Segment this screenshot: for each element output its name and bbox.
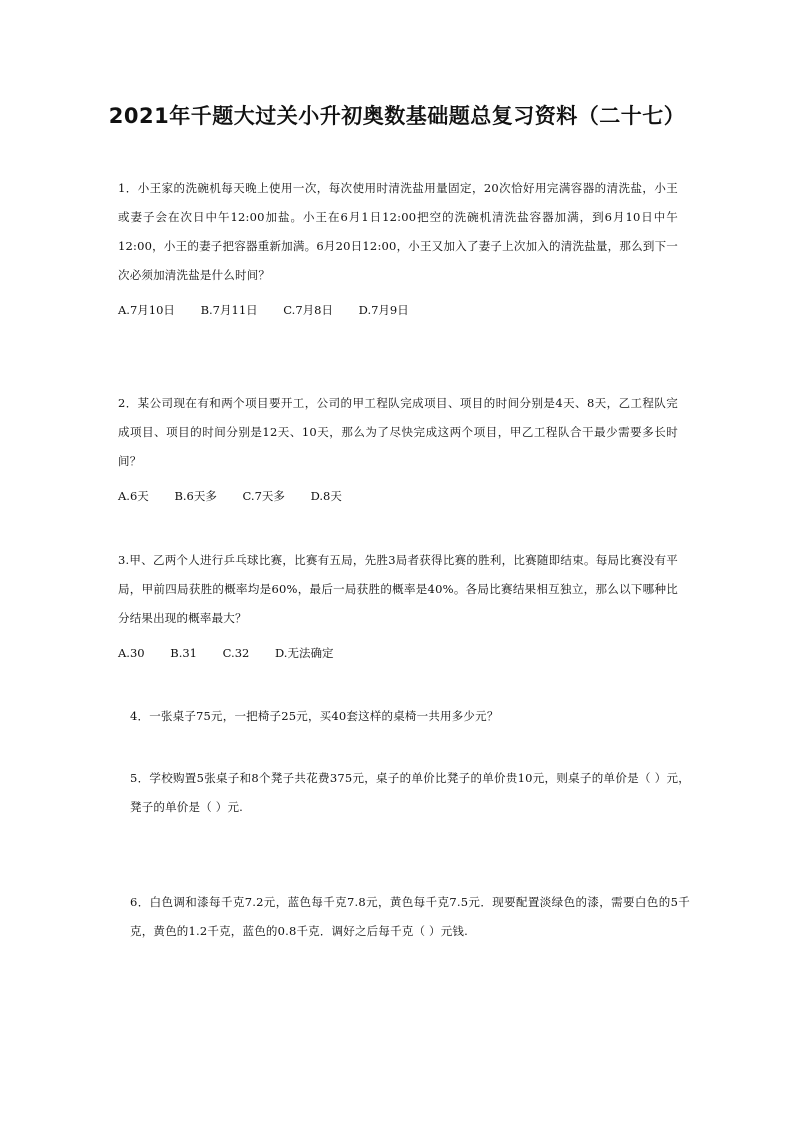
question-1-option-d: D.7月9日 [358,303,409,317]
question-2-options [118,486,364,506]
question-6 [118,888,690,946]
question-1-option-c: C.7月8日 [283,303,333,317]
question-2-option-c: C.7天多 [242,489,285,503]
question-3 [118,546,678,633]
question-3-option-b: B.31 [170,646,197,660]
question-2-option-a: A.6天 [118,489,149,503]
question-2-option-b: B.6天多 [174,489,217,503]
question-1-option-b: B.7月11日 [200,303,258,317]
question-3-options [118,643,355,663]
question-3-option-d: D.无法确定 [275,646,334,660]
question-2-option-d: D.8天 [310,489,342,503]
question-1-text: 1．小王家的洗碗机每天晚上使用一次，每次使用时清洗盐用量固定，20次恰好用完满容器的清洗盐，小王或妻子会在次日中午12:00加盐。小王在6月1日12:00把空的洗碗机清洗盐容器加满，到6月10日中午12:00，小王的妻子把容器重新加满。6月20日12:00，小王又加入了妻子上次加入的清洗盐量，那么到下一次必须加清洗盐是什么时间？ [118,181,678,282]
question-3-option-c: C.32 [222,646,250,660]
question-3-text: 3.甲、乙两个人进行乒乓球比赛，比赛有五局，先胜3局者获得比赛的胜利，比赛随即结束。每局比赛没有平局，甲前四局获胜的概率均是60%，最后一局获胜的概率是40%。各局比赛结果相互独立，那么以下哪种比分结果出现的概率最大？ [118,553,678,625]
question-2 [118,389,678,476]
question-5-text: 5．学校购置5张桌子和8个凳子共花费375元，桌子的单价比凳子的单价贵10元，则桌子的单价是（ ）元，凳子的单价是（ ）元. [130,771,690,814]
question-3-option-a: A.30 [118,646,145,660]
question-6-text: 6．白色调和漆每千克7.2元，蓝色每千克7.8元，黄色每千克7.5元．现要配置淡绿色的漆，需要白色的5千克，黄色的1.2千克，蓝色的0.8千克．调好之后每千克（ ）元钱. [130,895,690,938]
question-4 [118,702,690,731]
question-1-options [118,300,431,320]
question-4-text: 4．一张桌子75元，一把椅子25元，买40套这样的桌椅一共用多少元？ [130,709,499,723]
question-2-text: 2．某公司现在有和两个项目要开工，公司的甲工程队完成项目、项目的时间分别是4天、8天，乙工程队完成项目、项目的时间分别是12天、10天，那么为了尽快完成这两个项目，甲乙工程队合干最少需要多长时间？ [118,396,678,468]
page-title: 2021年千题大过关小升初奥数基础题总复习资料（二十七） [108,104,686,128]
question-1 [118,174,678,290]
question-1-option-a: A.7月10日 [118,303,175,317]
question-5 [118,764,690,822]
